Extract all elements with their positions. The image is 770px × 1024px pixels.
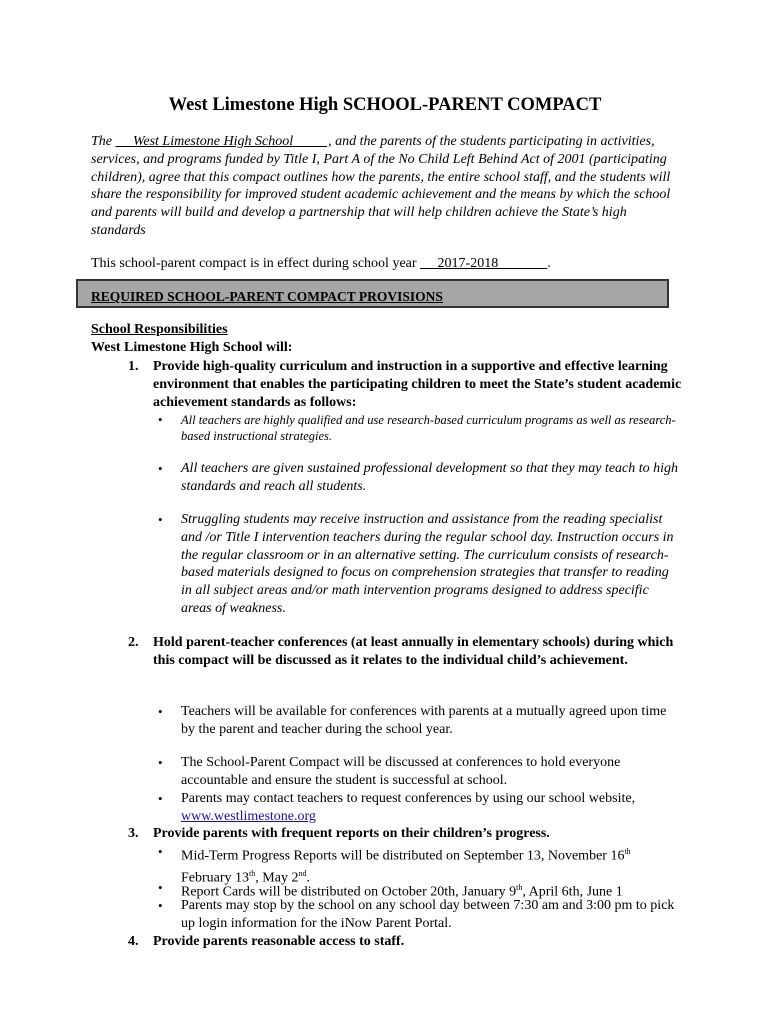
effect-suffix: . bbox=[547, 256, 551, 271]
item-text: Hold parent-teacher conferences (at least annually in elementary schools) during which this compact will be discussed as it relates to the individual child’s achievement. bbox=[153, 635, 674, 668]
bullet-icon: • bbox=[158, 898, 163, 913]
document-title: West Limestone High SCHOOL-PARENT COMPACT bbox=[168, 95, 602, 115]
bullet-icon: • bbox=[158, 704, 163, 719]
bullet-text bbox=[181, 790, 681, 826]
intro-paragraph bbox=[91, 133, 683, 240]
bullet-icon: • bbox=[158, 844, 163, 859]
bullet-icon: • bbox=[158, 512, 163, 527]
bullet-icon: • bbox=[158, 791, 163, 806]
bullet-icon: • bbox=[158, 461, 163, 476]
item-number: 3. bbox=[128, 826, 139, 841]
school-responsibilities-heading: School Responsibilities bbox=[91, 322, 228, 337]
bullet-text: The School-Parent Compact will be discussed at conferences to hold everyone accountable and ensure the student is successful at school. bbox=[181, 755, 621, 788]
bullet-7-text-a: Mid-Term Progress Reports will be distributed on September 13, November 16 bbox=[181, 848, 625, 864]
bullet-text: All teachers are highly qualified and use research-based curriculum programs as well as research-based instructional strategies. bbox=[181, 413, 676, 443]
school-year-fill: 2017-2018 bbox=[420, 256, 548, 271]
bullet-8-text-a: Report Cards will be distributed on October 20th, January 9 bbox=[181, 884, 517, 900]
bullet-6-text: Parents may contact teachers to request conferences by using our school website, bbox=[181, 791, 636, 806]
bullet-text: Parents may stop by the school on any school day between 7:30 am and 3:00 pm to pick up login information for the iNow Parent Portal. bbox=[181, 898, 675, 931]
item-text: Provide parents reasonable access to staff. bbox=[153, 934, 405, 949]
bullet-text: Struggling students may receive instruction and assistance from the reading specialist and /or Title I intervention teachers during the regular school day. Instruction occurs in the regular classroom or in an alternative setting. The curriculum consists of research-based materials designed to focus on comprehension strategies that transfer to reading in all subject areas and/or math intervention programs designed to address specific areas of weakness. bbox=[181, 512, 674, 616]
bullet-7-text-d: . bbox=[306, 871, 310, 887]
bullet-icon: • bbox=[158, 880, 163, 895]
bullet-icon: • bbox=[158, 412, 163, 427]
superscript: th bbox=[624, 847, 631, 856]
superscript: th bbox=[249, 869, 256, 879]
bullet-text: Teachers will be available for conferences with parents at a mutually agreed upon time by the parent and teacher during the school year. bbox=[181, 704, 667, 737]
effect-line bbox=[91, 256, 551, 272]
item-text: Provide high-quality curriculum and instruction in a supportive and effective learning environment that enables the participating children to meet the State’s student academic achievement standards as follows: bbox=[153, 359, 682, 410]
superscript: th bbox=[516, 883, 523, 892]
school-name-fill: West Limestone High School , bbox=[115, 134, 332, 149]
item-text: Provide parents with frequent reports on their children’s progress. bbox=[153, 826, 550, 841]
item-number: 1. bbox=[128, 359, 139, 374]
superscript: nd bbox=[298, 869, 307, 879]
provisions-banner bbox=[76, 279, 669, 308]
bullet-text: All teachers are given sustained professional development so that they may teach to high standards and reach all students. bbox=[181, 461, 679, 494]
item-number: 4. bbox=[128, 934, 139, 949]
bullet-7-text-c: , May 2 bbox=[255, 871, 299, 887]
bullet-7-text-b: February 13 bbox=[181, 871, 250, 887]
intro-text: and the parents of the students participating in activities, services, and programs funded by Title I, Part A of the No Child Left Behind Act of 2001 (participating children), agree that this compact outlines how the parents, the entire school staff, and the students will share the responsibility for improved student academic achievement and the means by which the school and parents will build and develop a partnership that will help children achieve the State’s high standards bbox=[91, 134, 671, 238]
banner-text: REQUIRED SCHOOL-PARENT COMPACT PROVISIONS bbox=[91, 289, 443, 304]
school-will-line: West Limestone High School will: bbox=[91, 340, 293, 355]
item-number: 2. bbox=[128, 635, 139, 650]
effect-prefix: This school-parent compact is in effect during school year bbox=[91, 256, 421, 271]
bullet-8-text-b: , April 6th, June 1 bbox=[522, 884, 623, 900]
school-website-link[interactable]: www.westlimestone.org bbox=[181, 808, 316, 824]
intro-prefix: The bbox=[91, 134, 116, 149]
bullet-icon: • bbox=[158, 755, 163, 770]
